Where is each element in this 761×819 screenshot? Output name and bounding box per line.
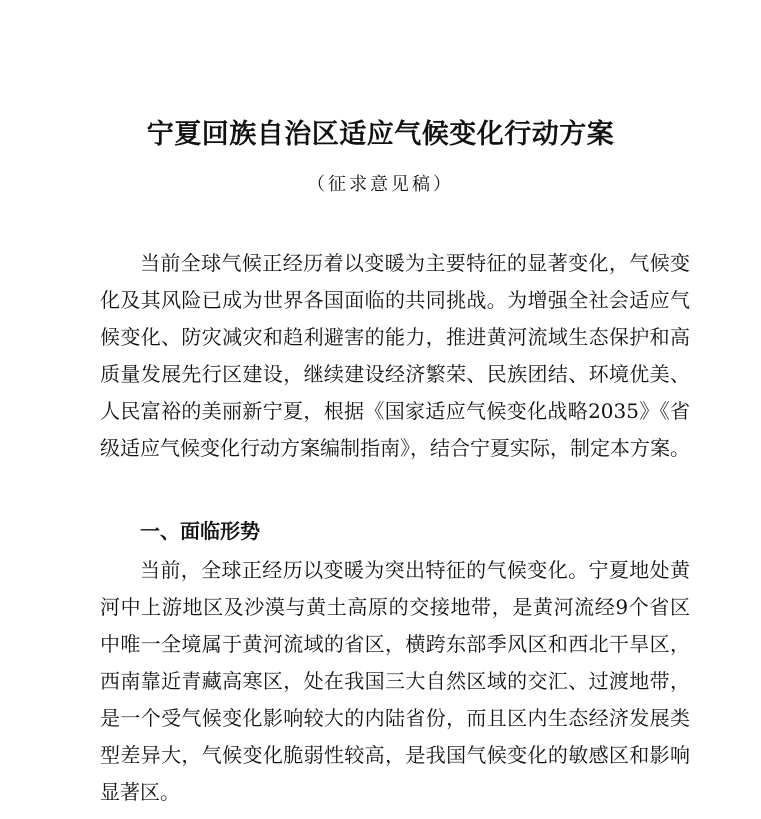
document-title: 宁夏回族自治区适应气候变化行动方案 xyxy=(146,119,615,150)
section-paragraph: 当前，全球正经历以变暖为突出特征的气候变化。宁夏地处黄河中上游地区及沙漠与黄土高原的交接地带，是黄河流经9个省区中唯一全境属于黄河流域的省区，横跨东部季风区和西北干旱区，西南靠近青藏高寒区，处在我国三大自然区域的交汇、过渡地带，是一个受气候变化影响较大的内陆省份，而且区内生态经济发展类型差异大，气候变化脆弱性较高，是我国气候变化的敏感区和影响显著区。 xyxy=(100,558,690,804)
document-subtitle: （征求意见稿） xyxy=(307,174,454,195)
section-heading: 一、面临形势 xyxy=(140,519,260,543)
intro-paragraph: 当前全球气候正经历着以变暖为主要特征的显著变化，气候变化及其风险已成为世界各国面临的共同挑战。为增强全社会适应气候变化、防灾减灾和趋利避害的能力，推进黄河流域生态保护和高质量发展先行区建设，继续建设经济繁荣、民族团结、环境优美、人民富裕的美丽新宁夏，根据《国家适应气候变化战略2035》《省级适应气候变化行动方案编制指南》，结合宁夏实际，制定本方案。 xyxy=(100,251,690,460)
